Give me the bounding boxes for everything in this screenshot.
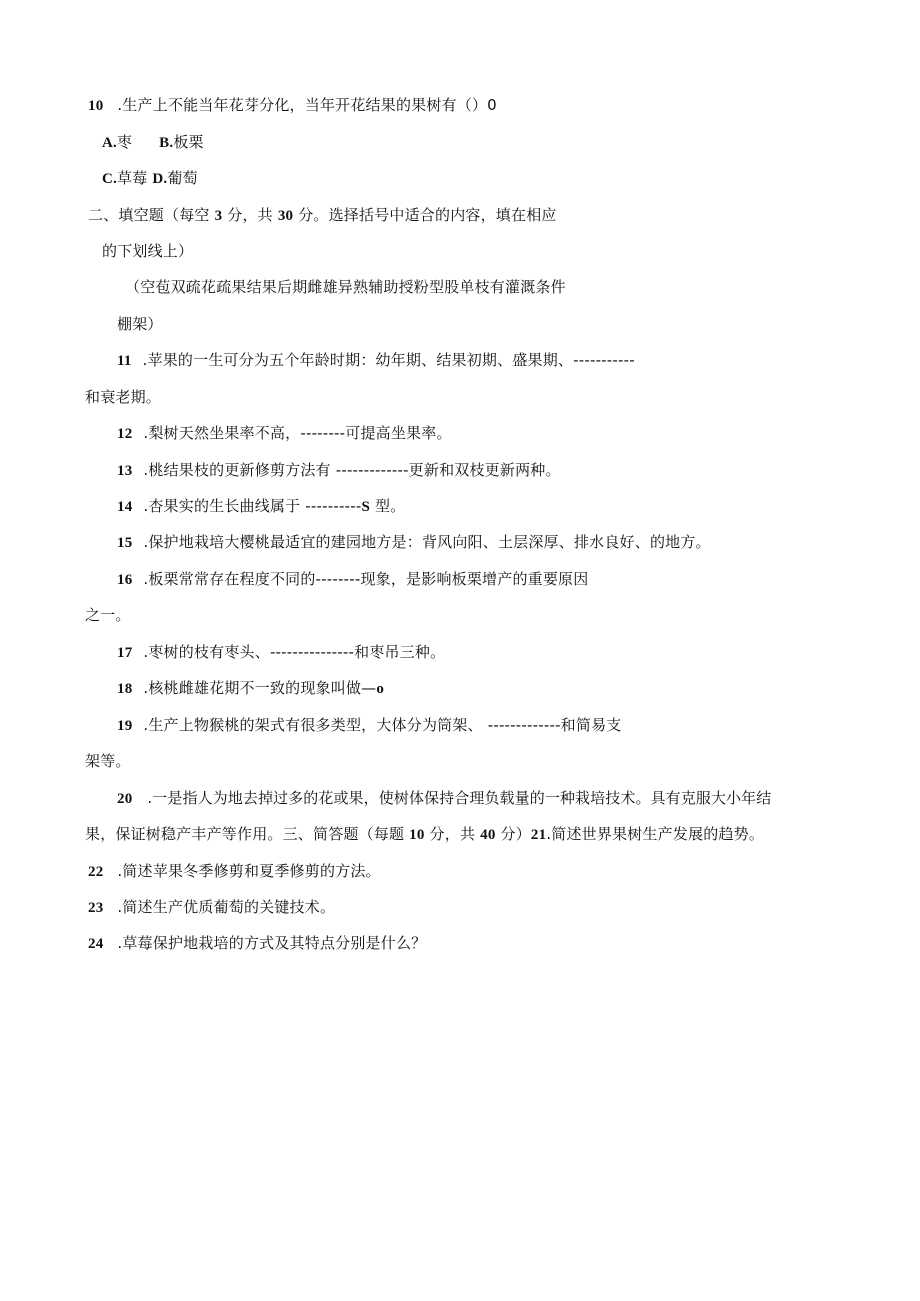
question-number: 18 <box>117 681 133 697</box>
heading-text: 的下划线上） <box>102 242 194 260</box>
question-22 <box>88 861 381 882</box>
question-text: .简述生产优质葡萄的关键技术。 <box>117 898 336 916</box>
question-number: 15 <box>117 535 133 551</box>
question-10 <box>88 95 497 116</box>
question-text: .简述苹果冬季修剪和夏季修剪的方法。 <box>117 862 381 880</box>
question-number: 11 <box>117 353 132 369</box>
question-number: 21 <box>530 827 547 843</box>
question-number: 20 <box>117 791 133 807</box>
question-text: .苹果的一生可分为五个年龄时期：幼年期、结果初期、盛果期、----------- <box>142 351 635 369</box>
question-text: 果，保证树稳产丰产等作用。三、简答题（每题 <box>85 825 410 843</box>
question-16 <box>117 569 588 590</box>
option-b-text: 板栗 <box>173 133 204 151</box>
heading-text: 分。选择括号中适合的内容，填在相应 <box>293 206 557 224</box>
question-text: .枣树的枝有枣头、---------------和枣吊三种。 <box>143 643 446 661</box>
question-15 <box>117 532 711 553</box>
question-number: 10 <box>88 98 104 114</box>
question-text: .简述世界果树生产发展的趋势。 <box>546 825 765 843</box>
word-bank-text: 棚架） <box>117 315 163 333</box>
q10-options-ab <box>102 132 204 153</box>
option-d-text: 葡萄 <box>167 169 198 187</box>
question-text-suffix: o <box>376 681 385 697</box>
question-text: .杏果实的生长曲线属于 ---------- <box>143 497 362 515</box>
heading-text: 二、填空题（每空 <box>88 206 215 224</box>
question-11-cont <box>85 387 161 407</box>
question-19-cont <box>85 751 131 771</box>
question-text: .一是指人为地去掉过多的花或果，使树体保持合理负载量的一种栽培技术。具有克服大小年结 <box>147 789 772 807</box>
question-19 <box>117 715 621 736</box>
question-text: .梨树天然坐果率不高，--------可提高坐果率。 <box>143 424 452 442</box>
option-c-letter: C. <box>102 171 117 187</box>
word-bank-text: （空苞双疏花疏果结果后期雌雄异熟辅助授粉型股单枝有灌溉条件 <box>125 278 566 296</box>
section-2-heading <box>88 205 557 226</box>
question-text: .桃结果枝的更新修剪方法有 -------------更新和双枝更新两种。 <box>143 461 561 479</box>
question-20-cont <box>85 824 764 845</box>
question-number: 16 <box>117 572 133 588</box>
question-16-cont <box>85 605 131 625</box>
heading-text: 分，共 <box>222 206 278 224</box>
heading-number: 40 <box>480 827 496 843</box>
question-number: 19 <box>117 718 133 734</box>
question-text: 分） <box>495 825 531 843</box>
question-text: .板栗常常存在程度不同的--------现象，是影响板栗增产的重要原因 <box>143 570 589 588</box>
question-18 <box>117 678 384 699</box>
question-text-suffix: 型。 <box>370 497 406 515</box>
question-text: .核桃雌雄花期不一致的现象叫做— <box>143 679 377 697</box>
question-text: 和衰老期。 <box>85 388 162 406</box>
option-b-letter: B. <box>159 135 174 151</box>
question-14 <box>117 496 405 517</box>
question-24 <box>88 933 426 954</box>
heading-number: 3 <box>214 208 223 224</box>
option-c-text: 草莓 <box>116 169 153 187</box>
question-text: 分，共 <box>424 825 481 843</box>
question-number: 13 <box>117 463 133 479</box>
section-2-heading-cont <box>102 241 193 261</box>
question-23 <box>88 897 335 918</box>
question-text: .草莓保护地栽培的方式及其特点分别是什么？ <box>117 934 427 952</box>
option-a-text: 枣 <box>116 133 133 151</box>
word-bank <box>125 277 566 297</box>
question-12 <box>117 423 452 444</box>
question-number: 22 <box>88 864 104 880</box>
question-number: 12 <box>117 426 133 442</box>
question-number: 23 <box>88 900 104 916</box>
option-a-letter: A. <box>102 135 117 151</box>
question-17 <box>117 642 445 663</box>
question-text: .生产上不能当年花芽分化，当年开花结果的果树有（）0 <box>117 96 497 114</box>
q10-options-cd <box>102 168 198 189</box>
question-20 <box>117 788 771 809</box>
question-number: 14 <box>117 499 133 515</box>
option-d-letter: D. <box>152 171 168 187</box>
question-text: 架等。 <box>85 752 131 770</box>
question-number: 17 <box>117 645 133 661</box>
question-number: 24 <box>88 936 104 952</box>
question-13 <box>117 460 561 481</box>
question-text: .生产上物猴桃的架式有很多类型，大体分为筒架、 -------------和简易支 <box>143 716 622 734</box>
question-text-letter: S <box>361 499 370 515</box>
word-bank-cont <box>117 314 163 334</box>
question-text: .保护地栽培大樱桃最适宜的建园地方是：背风向阳、土层深厚、排水良好、的地方。 <box>143 533 711 551</box>
heading-number: 30 <box>277 208 294 224</box>
question-11 <box>117 350 635 371</box>
question-text: 之一。 <box>85 606 131 624</box>
heading-number: 10 <box>409 827 425 843</box>
